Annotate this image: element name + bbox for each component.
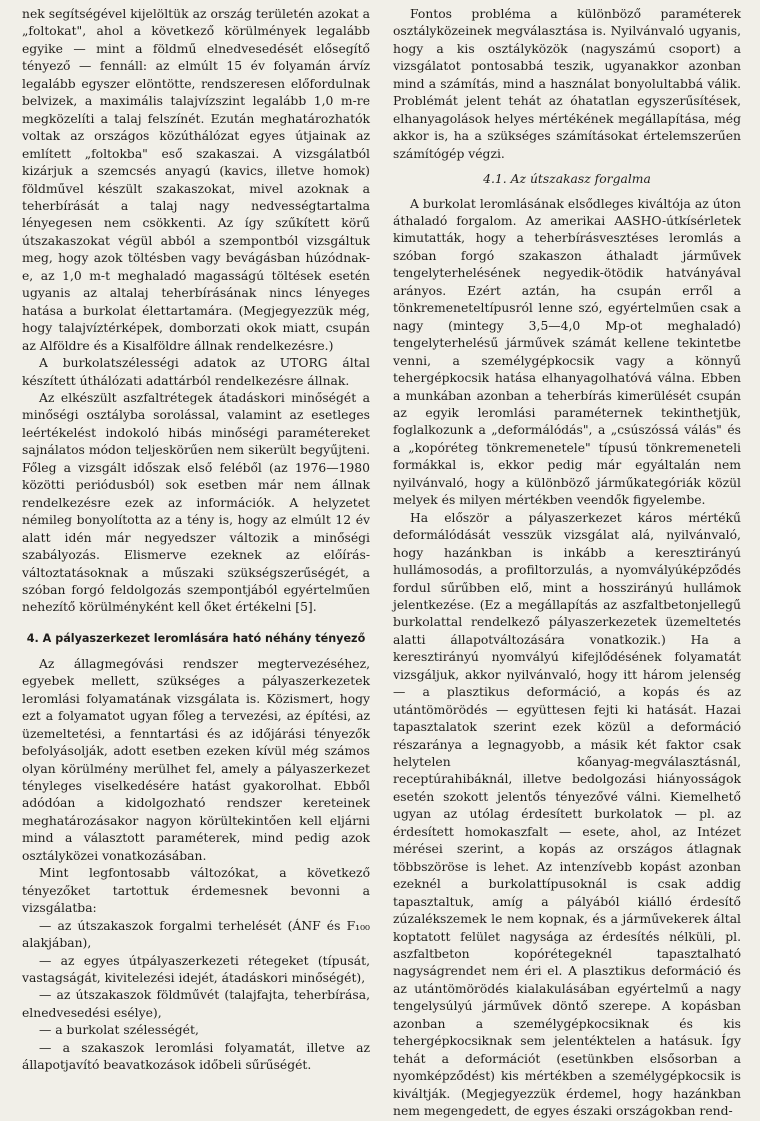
paragraph: Ha először a pályaszerkezet káros mértékű deformálódását vesszük vizsgálat alá, nyilvánvaló, hogy hazánkban is inkább a keresztirányú hullámosodás, a profiltorzulás, a nyomvályúképződés fordul sűrűbben elő, mint a hosszirányú hullámok jelentkezése. (Ez a megállapítás az aszfaltbetonjellegű burkolattal rendelkező pályaszerkezetek üzemeltetés alatti állapotváltozására vonatkozik.) Ha a keresztirányú nyomvályú kifejlődésének folyamatát vizsgáljuk, akkor nyilvánvaló, hogy itt három jelenség — a plasztikus deformáció, a kopás és az utántömörödés — együttesen fejti ki hatását. Hazai tapasztalatok szerint ezek közül a deformáció részaránya a legnagyobb, a másik két faktor csak helytelen kőanyag-megválasztásnál, receptúrahibáknál, illetve bedolgozási hiányosságok esetén szokott jelentős tényezővé válni. Kiemelhető ugyan az utólag érdesített burkolatok — pl. az érdesített homokaszfalt — esete, ahol, az Intézet mérései szerint, a kopás az országos átlagnak többszöröse is lehet. Az intenzívebb kopást azonban ezeknél a burkolattípusoknál is csak addig tapasztaltuk, amíg a pályából kiálló érdesítő zúzalékszemek le nem kopnak, és a járművekerek által koptatott felület nagysága az érdesítés nélküli, pl. aszfaltbeton kopórétegeknél tapasztalható nagyságrendet nem éri el. A plasztikus deformáció és az utántömörödés kialakulásában egyértelmű a nagy tengelysúlyú járművek döntő szerepe. A kopásban azonban a személygépkocsiknak és kis tehergépkocsiknak sem jelentéktelen a hatásuk. Így tehát a deformációt (esetünkben elsősorban a nyomképződést) kis mértékben a személygépkocsik is kiváltják. (Megjegyezzük érdemel, hogy hazánkban nem megengedett, de egyes északi országokban rend- (393, 510, 741, 1119)
paragraph: Az állagmegóvási rendszer megtervezéséhez, egyebek mellett, szükséges a pályaszerkezetek leromlási folyamatának vizsgálata is. Közismert, hogy ezt a folyamatot ugyan főleg a tervezési, az építési, az üzemeltetési, a fenntartási és az időjárási tényezők befolyásolják, adott esetben ezeken kívül még számos olyan körülmény merülhet fel, amely a pályaszerkezet tényleges viselkedésére hatást gyakorolhat. Ebből adódóan a kidolgozható rendszer kereteinek meghatározásakor nagyon körültekintően kell eljárni mind a választott paraméterek, mind pedig azok osztályközei vonatkozásában. (22, 656, 370, 863)
subsection-heading: 4.1. Az útszakasz forgalma (483, 172, 651, 187)
paragraph: A burkolat leromlásának elsődleges kiváltója az úton áthaladó forgalom. Az amerikai AASHO-útkísérletek kimutatták, hogy a teherbírásvesztéses leromlás a szóban forgó szakaszon áthaladt járművek tengelyterhelésének negyedik-ötödik hatványával arányos. Ezért aztán, ha csupán erről a tönkremeneteltípusról lenne szó, egyértelműen csak a nagy (mintegy 3,5—4,0 Mp-ot meghaladó) tengelyterhelésű járművek számát kellene tekintetbe venni, a személygépkocsik vagy a könnyű tehergépkocsik hatása elhanyagolhatóvá válna. Ebben a munkában azonban a teherbírás kimerülését csupán az egyik leromlási paraméternek tekinthetjük, foglalkozunk a „deformálódás", a „csúszóssá válás" és a „kopóréteg tönkremenetele" típusú tönkremeneteli formákkal is, ekkor pedig már egyáltalán nem nyilvánvaló, hogy a különböző járműkategóriák közül melyek és milyen mértékben veendők figyelembe. (393, 196, 741, 508)
section-heading: 4. A pályaszerkezet leromlására ható néhány tényező (26, 631, 366, 645)
right-column (393, 6, 741, 1121)
paragraph: A burkolatszélességi adatok az UTORG által készített úthálózati adattárból rendelkezésre állnak. (22, 356, 370, 388)
left-column (22, 6, 370, 1075)
list-item: — az útszakaszok földművét (talajfajta, teherbírása, elnedvesedési esélye), (22, 988, 370, 1020)
paragraph: nek segítségével kijelöltük az ország területén azokat a „foltokat", ahol a következő körülmények legalább egyike — mint a földmű elnedvesedését elősegítő tényező — fennáll: az elmúlt 15 év folyamán árvíz legalább egyszer elöntötte, rendszeresen előfordulnak belvizek, a maximális talajvízszint legalább 1,0 m-re megközelíti a talaj felszínét. Ezután meghatározhatók voltak az országos közúthálózat egyes útjainak az említett „foltokba" eső szakaszai. A vizsgálatból kizárjuk a szemcsés anyagú (kavics, illetve homok) földművel készült szakaszokat, mivel azoknak a teherbírását a talaj nagy nedvességtartalma lényegesen nem csökkenti. Az így szűkített körű útszakaszokat végül abból a szempontból vizsgáltuk meg, hogy azok töltésben vagy bevágásban húzódnak-e, az 1,0 m-t meghaladó magasságú töltések esetén ugyanis az altalaj teherbírásának nincs lényeges hatása a burkolat élettartamára. (Megjegyezzük még, hogy talajvíztérképek, domborzati okok miatt, csupán az Alföldre és a Kisalföldre állnak rendelkezésre.) (22, 7, 370, 353)
list-item: — a burkolat szélességét, (39, 1023, 199, 1038)
paragraph: Mint legfontosabb változókat, a következő tényezőket tartottuk érdemesnek bevonni a vizsgálatba: (22, 866, 370, 916)
paragraph: Az elkészült aszfaltrétegek átadáskori minőségét a minőségi osztályba sorolással, valamint az esetleges leértékelést indokoló hibás minőségi paramétereket sajnálatos módon teljeskörűen nem sikerült begyűjteni. Főleg a vizsgált időszak első feléből (az 1976—1980 közötti periódusból) sok esetben már nem állnak rendelkezésre ezek az információk. A helyzetet némileg bonyolította az a tény is, hogy az elmúlt 12 év alatt idén már negyedszer változik a minőségi szabályozás. Elismerve ezeknek az előírás-változtatásoknak a műszaki szükségszerűségét, a szóban forgó feldolgozás szempontjából egyértelműen nehezítő körülményként kell őket értékelni [5]. (22, 390, 370, 615)
list-item: — a szakaszok leromlási folyamatát, illetve az állapotjavító beavatkozások időbeli sűrűségét. (22, 1040, 370, 1073)
list-item: — az útszakaszok forgalmi terhelését (ÁNF és F₁₀₀ alakjában), (22, 918, 370, 951)
list-item: — az egyes útpályaszerkezeti rétegeket (típusát, vastagságát, kivitelezési idejét, átadáskori minőségét), (22, 953, 370, 986)
paragraph: Fontos probléma a különböző paraméterek osztályközeinek megválasztása is. Nyilvánvaló ugyanis, hogy a kis osztályközök (nagyszámú csoport) a vizsgálatot pontosabbá teszik, ugyanakkor azonban mind a számítás, mind a használat bonyolultabbá válik. Problémát jelent tehát az óhatatlan egyszerűsítések, elhanyagolások helyes mértékének megállapítása, még akkor is, ha a szükséges számításokat értelemszerűen számítógép végzi. (393, 7, 741, 161)
factor-list (22, 918, 370, 1075)
